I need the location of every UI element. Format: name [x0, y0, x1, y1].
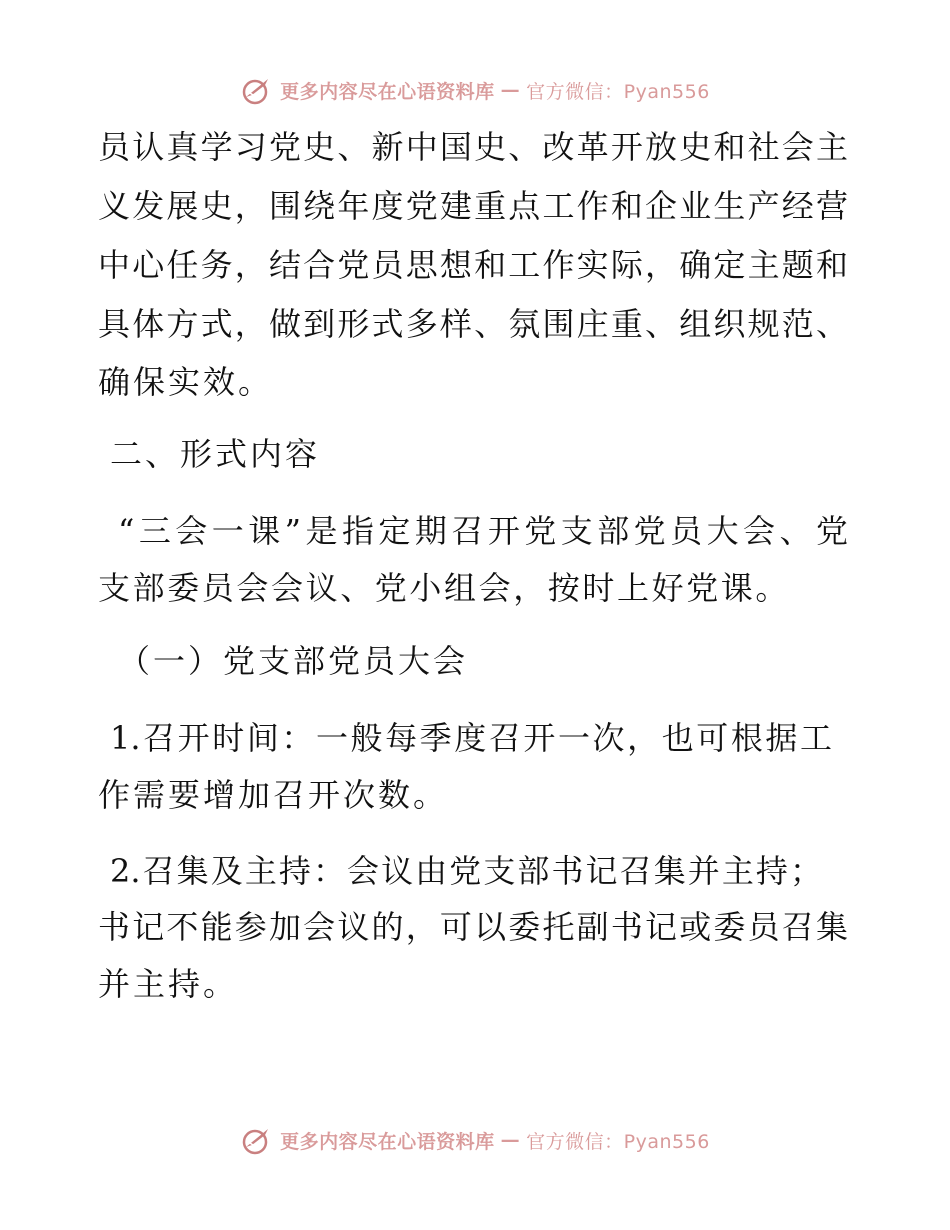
footer-watermark: [0, 1120, 950, 1160]
quill-logo-icon: [240, 73, 274, 107]
subsection-heading: （一）党支部党员大会: [118, 642, 469, 680]
watermark-separator: —: [500, 1129, 521, 1151]
list-item-line: 并主持。: [98, 965, 239, 1003]
list-item-line: 作需要增加召开次数。: [98, 776, 449, 814]
paragraph-line: 义发展史，围绕年度党建重点工作和企业生产经营: [98, 187, 848, 225]
list-item-line: 书记不能参加会议的，可以委托副书记或委员召集: [98, 908, 848, 946]
quill-logo-icon: [240, 1123, 274, 1157]
watermark-contact-text: 官方微信：Pyan556: [526, 1130, 710, 1153]
paragraph-line: 中心任务，结合党员思想和工作实际，确定主题和: [98, 246, 848, 284]
section-heading: 二、形式内容: [110, 435, 321, 473]
watermark-separator: —: [500, 79, 521, 101]
watermark-site-text: 更多内容尽在心语资料库: [280, 80, 495, 103]
paragraph-line: 具体方式，做到形式多样、氛围庄重、组织规范、: [98, 305, 848, 343]
paragraph-line: 支部委员会会议、党小组会，按时上好党课。: [98, 569, 791, 607]
watermark-contact-text: 官方微信：Pyan556: [526, 80, 710, 103]
paragraph-line: “三会一课”是指定期召开党支部党员大会、党: [118, 512, 848, 550]
paragraph-line: 员认真学习党史、新中国史、改革开放史和社会主: [98, 128, 848, 166]
list-item-line: 1.召开时间：一般每季度召开一次，也可根据工: [110, 719, 832, 757]
watermark-site-text: 更多内容尽在心语资料库: [280, 1130, 495, 1153]
header-watermark: [0, 70, 950, 110]
list-item-line: 2.召集及主持：会议由党支部书记召集并主持；: [110, 852, 822, 890]
paragraph-line: 确保实效。: [98, 363, 274, 401]
